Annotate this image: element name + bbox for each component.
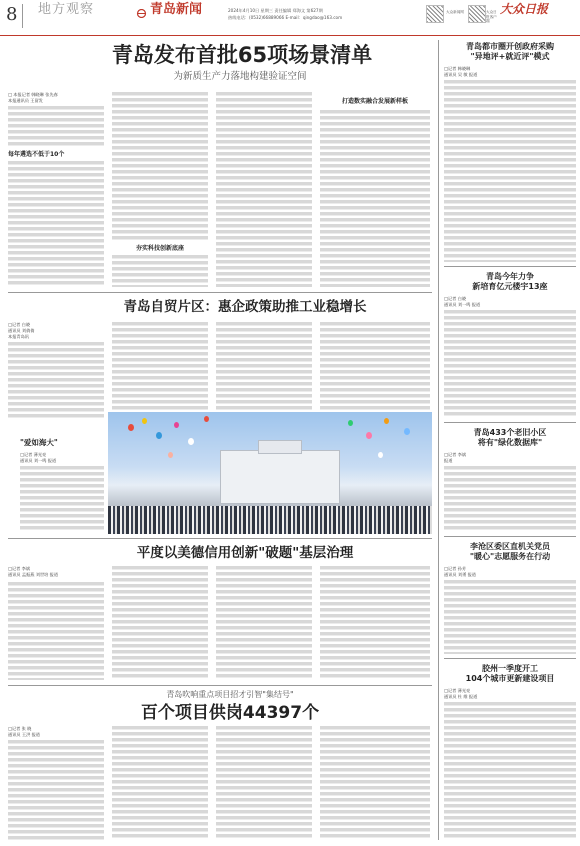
lead-subheadline: 为新质生产力落地构建验证空间 [173, 71, 307, 82]
photo-caption-title: "爱如海大" [20, 438, 58, 447]
jobs-body-col3 [216, 726, 312, 840]
side-3-headline[interactable]: 青岛433个老旧小区 将有"绿化数据库" [473, 428, 547, 447]
lead-subtitle-2: 夯实科技创新底座 [135, 245, 184, 252]
side-5-byline: □记者 薄光亮 通讯员 杜 维 报道 [444, 688, 478, 699]
ftz-body-col2 [112, 322, 208, 420]
side-4-byline: □记者 孙芳 通讯员 刘勇 报道 [444, 566, 476, 577]
lead-subtitle-3: 打造数实融合发展新样板 [341, 98, 408, 105]
side-4-headline[interactable]: 李沧区委区直机关党员 "暖心"志愿服务在行动 [469, 542, 551, 561]
side-1-byline: □记者 韩晓琳 通讯员 吴 敏 报道 [444, 66, 478, 77]
jobs-headline[interactable]: 百个项目供岗44397个 [140, 703, 320, 723]
lead-body-col4 [320, 110, 430, 287]
jobs-body-col1 [8, 740, 104, 840]
lead-body-col2b [112, 255, 208, 287]
credit-body-col3 [216, 566, 312, 680]
qr-label-1: 大众新闻网 [446, 10, 464, 14]
lead-body-col1b [8, 161, 104, 287]
section-title: 地方观察 [38, 2, 95, 17]
lead-byline: □ 本报记者 韩晓琳 张先春 本报通讯员 王留发 [8, 92, 58, 103]
side-2-byline: □记者 白晓 通讯员 刘一鸣 报道 [444, 296, 481, 307]
masthead-logo: 大众日报 [500, 2, 549, 16]
side-5-headline[interactable]: 胶州一季度开工 104个城市更新建设项目 [465, 664, 555, 683]
divider [8, 538, 432, 539]
header-divider [22, 4, 23, 28]
credit-body-col4 [320, 566, 430, 680]
side-3-body [444, 466, 576, 532]
photo-building-top [258, 440, 302, 454]
credit-headline[interactable]: 平度以美德信用创新"破题"基层治理 [136, 545, 354, 561]
ftz-headline[interactable]: 青岛自贸片区：惠企政策助推工业稳增长 [123, 299, 367, 315]
qr-label-2: 大众日报客户端 [486, 10, 497, 23]
page-number: 8 [6, 4, 18, 25]
header-meta [228, 7, 408, 21]
lead-subtitle-1: 每年遴选不低于10个 [8, 151, 65, 158]
side-4-body [444, 580, 576, 654]
side-2-body [444, 310, 576, 418]
qr-code-icon-2[interactable] [468, 5, 486, 23]
credit-body-col2 [112, 566, 208, 680]
lead-body-col1a [8, 106, 104, 148]
divider [444, 422, 576, 423]
divider [444, 536, 576, 537]
credit-body-col1 [8, 582, 104, 680]
photo-crowd [108, 506, 432, 534]
photo-building [220, 450, 340, 504]
jobs-body-col4 [320, 726, 430, 840]
paper-name: 青岛新闻 [150, 2, 203, 17]
qr-code-icon[interactable] [426, 5, 444, 23]
lead-body-col2 [112, 92, 208, 242]
sidebar-divider [438, 40, 439, 840]
side-3-byline: □记者 李斌 报道 [444, 452, 467, 463]
side-2-headline[interactable]: 青岛今年力争 新培育亿元楼宇13座 [472, 272, 548, 291]
divider [8, 685, 432, 686]
lead-body-col3 [216, 92, 312, 287]
photo-credit: □记者 薄光亮 通讯员 刘一鸣 报道 [20, 452, 57, 463]
jobs-body-col2 [112, 726, 208, 840]
ftz-body-col1 [8, 342, 104, 420]
meta-line-1: 2024年4月10日 星期三 责任编辑 郑海文 第627期 [228, 8, 323, 13]
news-photo[interactable] [108, 412, 432, 534]
meta-line-2: 热线电话：(0532)66889066 E-mail：qingdao@163.com [228, 15, 343, 20]
ftz-byline: □记者 白晓 通讯员 刘倩倩 本报青岛讯 [8, 322, 35, 339]
side-5-body [444, 702, 576, 840]
photo-caption-text [20, 466, 104, 530]
jobs-byline: □记者 张 晓 通讯员 王洪 报道 [8, 726, 40, 737]
jobs-kicker: 青岛吹响重点项目招才引智"集结号" [166, 690, 294, 699]
credit-byline: □记者 李斌 通讯员 孟振燕 刘世培 报道 [8, 566, 59, 577]
divider [444, 266, 576, 267]
lead-headline[interactable]: 青岛发布首批65项场景清单 [111, 43, 373, 67]
side-1-body [444, 80, 576, 262]
side-1-headline[interactable]: 青岛都市圈开创政府采购 "异地评+就近评"模式 [466, 42, 554, 61]
ftz-body-col3 [216, 322, 312, 420]
paper-logo-icon [136, 9, 147, 18]
ftz-body-col4 [320, 322, 430, 420]
divider [444, 658, 576, 659]
divider [8, 292, 432, 293]
